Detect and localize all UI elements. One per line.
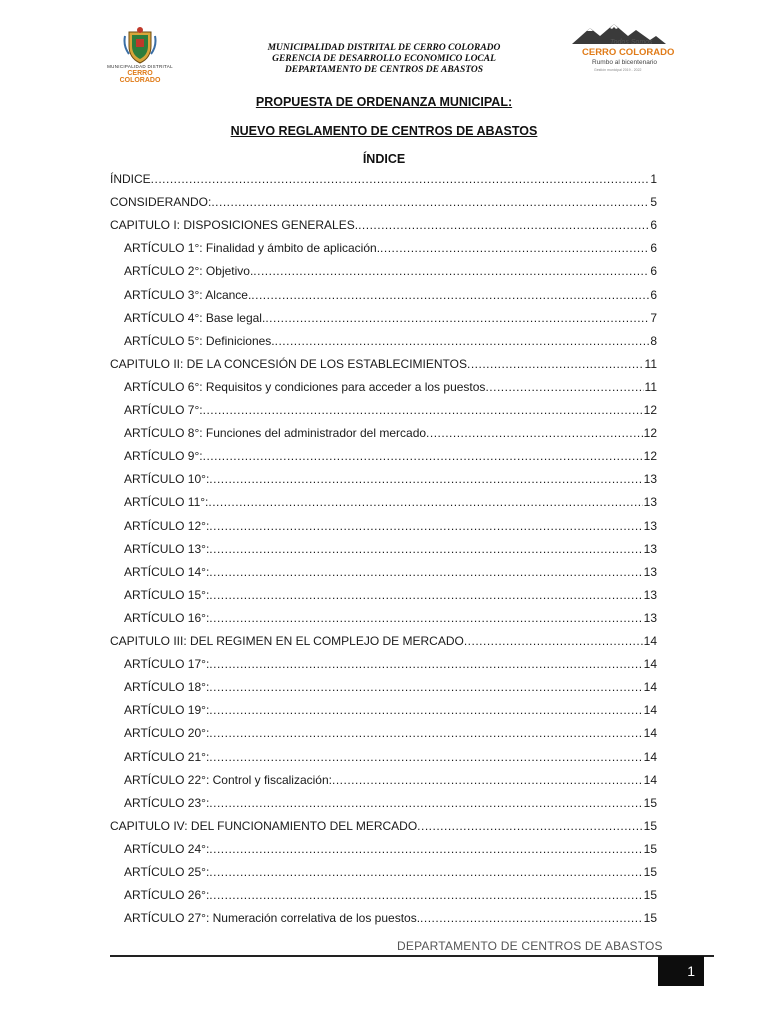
toc-entry-page: 1	[650, 172, 657, 186]
toc-entry[interactable]	[124, 911, 657, 929]
toc-leader-dots	[485, 380, 643, 394]
toc-leader-dots	[253, 264, 649, 278]
toc-entry-text: ARTÍCULO 25°:	[124, 865, 210, 879]
toc-entry-text: ARTÍCULO 16°:	[124, 610, 210, 625]
toc-entry-text: CONSIDERANDO:	[110, 195, 212, 210]
toc-entry-text: ARTÍCULO 23°:	[124, 795, 210, 810]
footer-department: DEPARTAMENTO DE CENTROS DE ABASTOS	[397, 939, 663, 953]
toc-entry-page: 15	[643, 911, 657, 926]
toc-entry-text: ARTÍCULO 12°:	[124, 518, 210, 533]
toc-entry-page: 13	[643, 610, 657, 625]
toc-entry-page: 14	[643, 680, 657, 695]
toc-entry-page: 15	[643, 865, 657, 879]
toc-leader-dots	[464, 634, 643, 648]
document-subtitle: NUEVO REGLAMENTO DE CENTROS DE ABASTOS	[230, 124, 538, 138]
toc-entry-page: 14	[643, 726, 657, 741]
toc-entry-text: CAPITULO IV: DEL FUNCIONAMIENTO DEL MERCADO	[110, 818, 418, 833]
toc-entry-page: 13	[643, 541, 657, 556]
institution-line-2: GERENCIA DE DESARROLLO ECONOMICO LOCAL	[272, 54, 496, 64]
toc-leader-dots	[209, 588, 642, 602]
toc-entry-page: 13	[643, 587, 657, 602]
toc-entry[interactable]	[124, 703, 657, 721]
toc-entry-text: ARTÍCULO 27°: Numeración correlativa de los puestos.	[124, 911, 421, 926]
toc-leader-dots	[426, 426, 643, 440]
toc-entry[interactable]	[110, 218, 657, 236]
toc-entry-text: ARTÍCULO 5°: Definiciones.	[124, 333, 275, 348]
toc-entry[interactable]	[124, 842, 657, 860]
toc-entry-text: ARTÍCULO 20°:	[124, 726, 210, 741]
toc-entry-text: ARTÍCULO 1°: Finalidad y ámbito de aplicación.	[124, 241, 381, 256]
toc-entry[interactable]	[110, 195, 657, 213]
toc-entry[interactable]	[124, 241, 657, 259]
toc-leader-dots	[380, 241, 649, 255]
left-logo-small-text: MUNICIPALIDAD DISTRITAL	[107, 64, 173, 69]
toc-entry[interactable]	[124, 288, 657, 306]
toc-entry[interactable]	[124, 334, 657, 352]
toc-leader-dots	[209, 542, 642, 556]
toc-entry[interactable]	[124, 264, 657, 282]
right-logo-sub-text: Rumbo al bicentenario	[592, 59, 658, 66]
toc-leader-dots	[209, 703, 642, 717]
toc-entry[interactable]	[124, 773, 657, 791]
toc-entry-page: 8	[650, 333, 657, 348]
toc-entry-text: CAPITULO II: DE LA CONCESIÓN DE LOS ESTABLECIMIENTOS	[110, 356, 467, 371]
toc-entry-text: ARTÍCULO 17°:	[124, 657, 210, 672]
toc-entry[interactable]	[124, 519, 657, 537]
toc-entry[interactable]	[110, 634, 657, 652]
toc-leader-dots	[211, 195, 649, 209]
toc-entry-page: 15	[643, 795, 657, 810]
toc-entry-text: ARTÍCULO 7°:	[124, 403, 203, 417]
toc-entry-text: ARTÍCULO 14°:	[124, 564, 210, 579]
toc-entry-text: ARTÍCULO 3°: Alcance.	[124, 287, 252, 302]
toc-entry[interactable]	[124, 750, 657, 768]
page-number-badge: 1	[658, 956, 704, 986]
toc-entry-page: 6	[650, 287, 657, 302]
toc-entry-text: CAPITULO III: DEL REGIMEN EN EL COMPLEJO DE MERCADO	[110, 634, 464, 648]
toc-entry-text: ARTÍCULO 2°: Objetivo.	[124, 264, 254, 279]
coat-of-arms-icon	[123, 26, 157, 64]
toc-entry[interactable]	[124, 426, 657, 444]
toc-leader-dots	[209, 888, 642, 902]
campaign-logo-right	[570, 22, 675, 78]
toc-leader-dots	[358, 218, 649, 232]
toc-entry[interactable]	[124, 865, 657, 883]
toc-entry-page: 13	[643, 564, 657, 579]
toc-leader-dots	[209, 796, 642, 810]
toc-entry[interactable]	[110, 172, 657, 190]
toc-entry-page: 13	[643, 495, 657, 510]
toc-entry-page: 6	[650, 264, 657, 279]
toc-entry[interactable]	[124, 403, 657, 421]
toc-leader-dots	[417, 819, 642, 833]
toc-entry[interactable]	[124, 611, 657, 629]
toc-entry[interactable]	[124, 796, 657, 814]
toc-entry-page: 14	[643, 634, 657, 648]
toc-entry-page: 14	[643, 772, 657, 787]
toc-entry[interactable]	[124, 657, 657, 675]
toc-entry[interactable]	[124, 726, 657, 744]
toc-entry-page: 15	[643, 841, 657, 856]
toc-entry-text: ARTÍCULO 9°:	[124, 449, 203, 464]
toc-entry-text: ARTÍCULO 8°: Funciones del administrador del mercado	[124, 426, 427, 441]
toc-entry-page: 14	[643, 703, 657, 718]
document-title: PROPUESTA DE ORDENANZA MUNICIPAL:	[255, 95, 513, 109]
toc-leader-dots	[209, 750, 642, 764]
toc-entry-page: 12	[643, 449, 657, 464]
institution-line-3: DEPARTAMENTO DE CENTROS DE ABASTOS	[284, 65, 484, 75]
toc-leader-dots	[332, 773, 643, 787]
toc-leader-dots	[209, 726, 642, 740]
toc-entry-text: ARTÍCULO 18°:	[124, 680, 210, 695]
toc-entry-page: 15	[643, 818, 657, 833]
toc-entry[interactable]	[124, 888, 657, 906]
toc-entry[interactable]	[110, 819, 657, 837]
toc-entry-page: 5	[650, 195, 657, 210]
toc-leader-dots	[209, 565, 642, 579]
toc-leader-dots	[209, 842, 642, 856]
toc-leader-dots	[209, 611, 642, 625]
toc-entry-text: ARTÍCULO 26°:	[124, 888, 210, 903]
toc-entry-page: 14	[643, 749, 657, 764]
toc-entry-text: ARTÍCULO 4°: Base legal.	[124, 310, 266, 325]
toc-entry-page: 12	[643, 426, 657, 441]
toc-leader-dots	[151, 172, 650, 186]
toc-entry[interactable]	[124, 495, 657, 513]
toc-entry-text: ARTÍCULO 22°: Control y fiscalización:	[124, 772, 332, 787]
toc-entry-text: ARTÍCULO 11°:	[124, 495, 209, 510]
toc-entry[interactable]	[124, 380, 657, 398]
toc-entry-page: 15	[643, 888, 657, 903]
toc-leader-dots	[203, 449, 643, 463]
toc-entry-text: CAPITULO I: DISPOSICIONES GENERALES.	[110, 218, 359, 233]
right-logo-big-text: CERRO COLORADO	[582, 47, 675, 58]
toc-leader-dots	[203, 403, 643, 417]
toc-entry-page: 6	[650, 241, 657, 256]
toc-entry-text: ARTÍCULO 19°:	[124, 703, 210, 718]
toc-leader-dots	[208, 495, 642, 509]
toc-entry-text: ARTÍCULO 10°:	[124, 472, 210, 487]
toc-entry-text: ARTÍCULO 24°:	[124, 841, 210, 856]
institution-line-1: MUNICIPALIDAD DISTRITAL DE CERRO COLORADO	[267, 43, 501, 53]
toc-leader-dots	[209, 680, 642, 694]
toc-entry-page: 6	[650, 218, 657, 233]
municipality-logo-left	[106, 26, 174, 82]
toc-entry[interactable]	[124, 680, 657, 698]
toc-entry-page: 11	[644, 379, 657, 394]
toc-entry[interactable]	[124, 311, 657, 329]
toc-leader-dots	[209, 865, 642, 879]
toc-entry-text: ÍNDICE	[110, 172, 151, 186]
toc-leader-dots	[265, 311, 649, 325]
right-logo-small-text: Todos Somos	[610, 39, 653, 46]
right-logo-tiny-text: Gestión municipal 2019 - 2022	[594, 68, 642, 72]
toc-entry-page: 13	[643, 518, 657, 533]
toc-heading: ÍNDICE	[362, 152, 406, 166]
toc-entry[interactable]	[124, 542, 657, 560]
toc-entry-text: ARTÍCULO 13°:	[124, 541, 210, 556]
toc-leader-dots	[209, 472, 642, 486]
toc-entry-text: ARTÍCULO 6°: Requisitos y condiciones para acceder a los puestos	[124, 379, 486, 394]
toc-leader-dots	[251, 288, 649, 302]
toc-entry-page: 7	[650, 310, 657, 325]
toc-entry-page: 12	[643, 403, 657, 417]
footer-divider	[110, 955, 714, 957]
toc-leader-dots	[420, 911, 643, 925]
toc-leader-dots	[209, 657, 642, 671]
toc-leader-dots	[275, 334, 650, 348]
toc-entry[interactable]	[124, 449, 657, 467]
toc-entry[interactable]	[124, 472, 657, 490]
toc-entry[interactable]	[124, 565, 657, 583]
toc-entry-page: 13	[643, 472, 657, 487]
toc-leader-dots	[209, 519, 642, 533]
toc-entry[interactable]	[124, 588, 657, 606]
toc-entry[interactable]	[110, 357, 657, 375]
left-logo-big-text: CERRO COLORADO	[119, 70, 161, 84]
toc-leader-dots	[467, 357, 644, 371]
toc-entry-text: ARTÍCULO 21°:	[124, 749, 210, 764]
toc-entry-text: ARTÍCULO 15°:	[124, 587, 210, 602]
toc-entry-page: 11	[644, 356, 657, 371]
toc-entry-page: 14	[643, 657, 657, 672]
